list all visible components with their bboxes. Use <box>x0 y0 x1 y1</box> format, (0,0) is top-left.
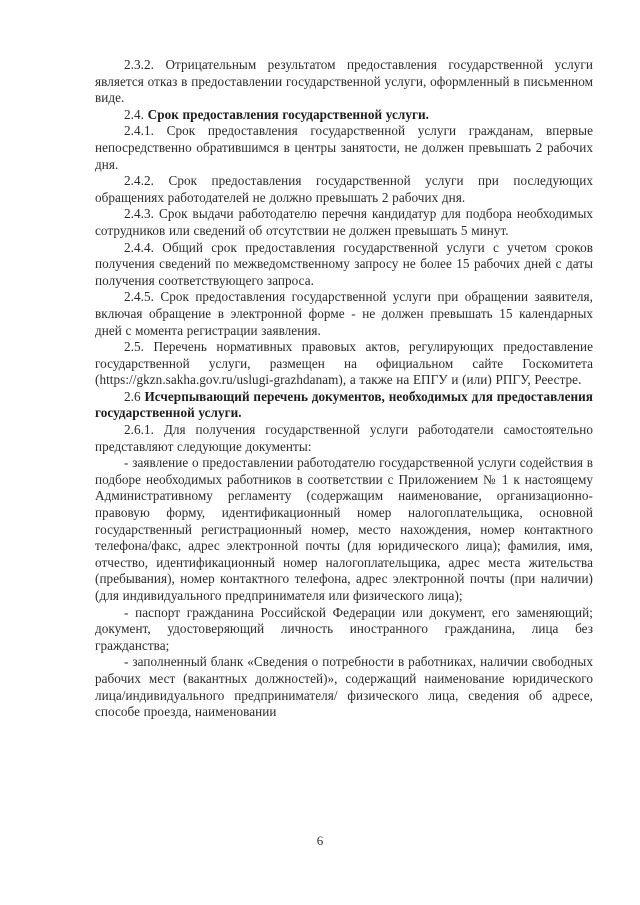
paragraph <box>95 289 593 339</box>
paragraph <box>95 339 593 389</box>
paragraph-text: Срок предоставления государственной услуги гражданам, впервые непосредственно обратившимся в центры занятости, не должен превышать 2 рабочих дня. <box>95 123 593 172</box>
paragraph <box>95 57 593 107</box>
paragraph <box>95 173 593 206</box>
paragraph-number: 2.4.4. <box>124 239 154 255</box>
paragraph-text: Перечень нормативных правовых актов, регулирующих предоставление государственной услуги, размещен на официальном сайте Госкомитета (https://gkzn.sakha.gov.ru/uslugi-grazhdanam), а также на ЕПГУ и (или) РПГУ, Реестре. <box>95 339 593 388</box>
document-body <box>95 57 593 721</box>
paragraph-text: Отрицательным результатом предоставления государственной услуги является отказ в предоставлении государственной услуги, оформленный в письменном виде. <box>95 57 593 106</box>
paragraph <box>95 107 593 124</box>
paragraph-text: - заполненный бланк «Сведения о потребности в работниках, наличии свободных рабочих мест (вакантных должностей)», содержащий наименование юридического лица/индивидуального предпринимателя/ физического лица, сведения об адресе, способе проезда, наименовании <box>95 654 593 720</box>
paragraph-text: - заявление о предоставлении работодателю государственной услуги содействия в подборе необходимых работников в соответствии с Приложением № 1 к настоящему Административному регламенту (содержащим наименование, организационно-правовую форму, идентификационный номер налогоплательщика, основной государственный регистрационный номер, место нахождения, номер контактного телефона/факс, адрес электронной почты (для юридического лица); фамилия, имя, отчество, идентификационный номер налогоплательщика, адрес места жительства (пребывания), номер контактного телефона, адрес электронной почты (при наличии) (для индивидуального предпринимателя или физического лица); <box>95 455 593 603</box>
section-heading: Исчерпывающий перечень документов, необходимых для предоставления государственной услуги. <box>95 388 593 421</box>
paragraph-number: 2.6 <box>124 388 141 404</box>
paragraph-text: Срок предоставления государственной услуги при последующих обращениях работодателей не должно превышать 2 рабочих дня. <box>95 173 593 205</box>
paragraph <box>95 389 593 422</box>
paragraph-text: Общий срок предоставления государственной услуги с учетом сроков получения сведений по межведомственному запросу не более 15 рабочих дней с даты получения соответствующего запроса. <box>95 239 593 288</box>
paragraph-number: 2.5. <box>124 339 144 355</box>
paragraph <box>95 455 593 604</box>
section-heading: Срок предоставления государственной услуги. <box>147 106 430 122</box>
paragraph-text: Для получения государственной услуги работодатели самостоятельно представляют следующие документы: <box>95 422 593 454</box>
paragraph <box>95 605 593 655</box>
paragraph <box>95 206 593 239</box>
paragraph-text: - паспорт гражданина Российской Федерации или документ, его заменяющий; документ, удостоверяющий личность иностранного гражданина, лица без гражданства; <box>95 604 593 653</box>
paragraph-number: 2.4.1. <box>124 123 154 139</box>
paragraph-number: 2.6.1. <box>124 422 154 438</box>
paragraph-text: Срок предоставления государственной услуги при обращении заявителя, включая обращение в электронной форме - не должен превышать 15 календарных дней с момента регистрации заявления. <box>95 289 593 338</box>
paragraph <box>95 123 593 173</box>
paragraph-number: 2.4. <box>124 106 144 122</box>
paragraph-number: 2.4.3. <box>124 206 154 222</box>
paragraph <box>95 422 593 455</box>
paragraph-number: 2.4.2. <box>124 173 154 189</box>
paragraph-number: 2.4.5. <box>124 289 154 305</box>
paragraph <box>95 240 593 290</box>
paragraph <box>95 654 593 720</box>
paragraph-text: Срок выдачи работодателю перечня кандидатур для подбора необходимых сотрудников или сведений об отсутствии не должен превышать 5 минут. <box>95 206 593 238</box>
page-number: 6 <box>316 833 324 848</box>
paragraph-number: 2.3.2. <box>124 57 154 72</box>
